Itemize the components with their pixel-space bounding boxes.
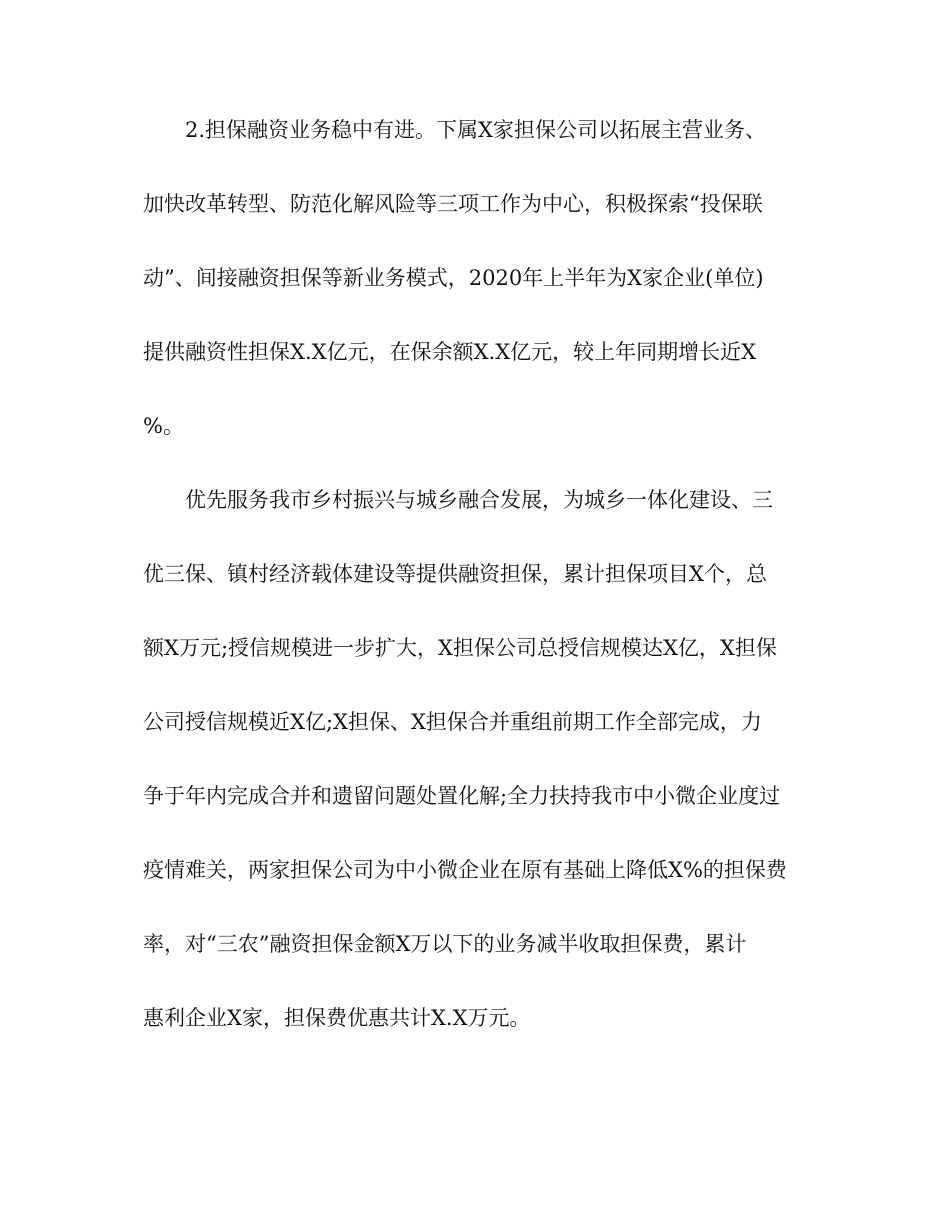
paragraph-line: 惠利企业X家，担保费优惠共计X.X万元。	[143, 1006, 531, 1030]
paragraph-line: 优先服务我市乡村振兴与城乡融合发展，为城乡一体化建设、三	[185, 488, 773, 512]
paragraph-line: %。	[143, 414, 184, 438]
paragraph-line: 提供融资性担保X.X亿元，在保余额X.X亿元，较上年同期增长近X	[143, 340, 757, 364]
paragraph-line: 额X万元;授信规模进一步扩大，X担保公司总授信规模达X亿，X担保	[143, 636, 777, 660]
document-body	[143, 118, 813, 1030]
paragraph-line: 加快改革转型、防范化解风险等三项工作为中心，积极探索“投保联	[143, 192, 763, 216]
paragraph-line: 争于年内完成合并和遗留问题处置化解;全力扶持我市中小微企业度过	[143, 784, 781, 808]
paragraph-line: 率，对“三农”融资担保金额X万以下的业务减半收取担保费，累计	[143, 932, 747, 956]
paragraph-rural-revitalization	[143, 488, 813, 1030]
paragraph-line: 动”、间接融资担保等新业务模式，2020年上半年为X家企业(单位)	[143, 266, 764, 290]
paragraph-line: 优三保、镇村经济载体建设等提供融资担保，累计担保项目X个，总	[143, 562, 767, 586]
paragraph-line: 公司授信规模近X亿;X担保、X担保合并重组前期工作全部完成，力	[143, 710, 762, 734]
paragraph-guarantee-business	[143, 118, 813, 438]
paragraph-line: 疫情难关，两家担保公司为中小微企业在原有基础上降低X%的担保费	[143, 858, 787, 882]
paragraph-line: 2.担保融资业务稳中有进。下属X家担保公司以拓展主营业务、	[185, 118, 766, 142]
